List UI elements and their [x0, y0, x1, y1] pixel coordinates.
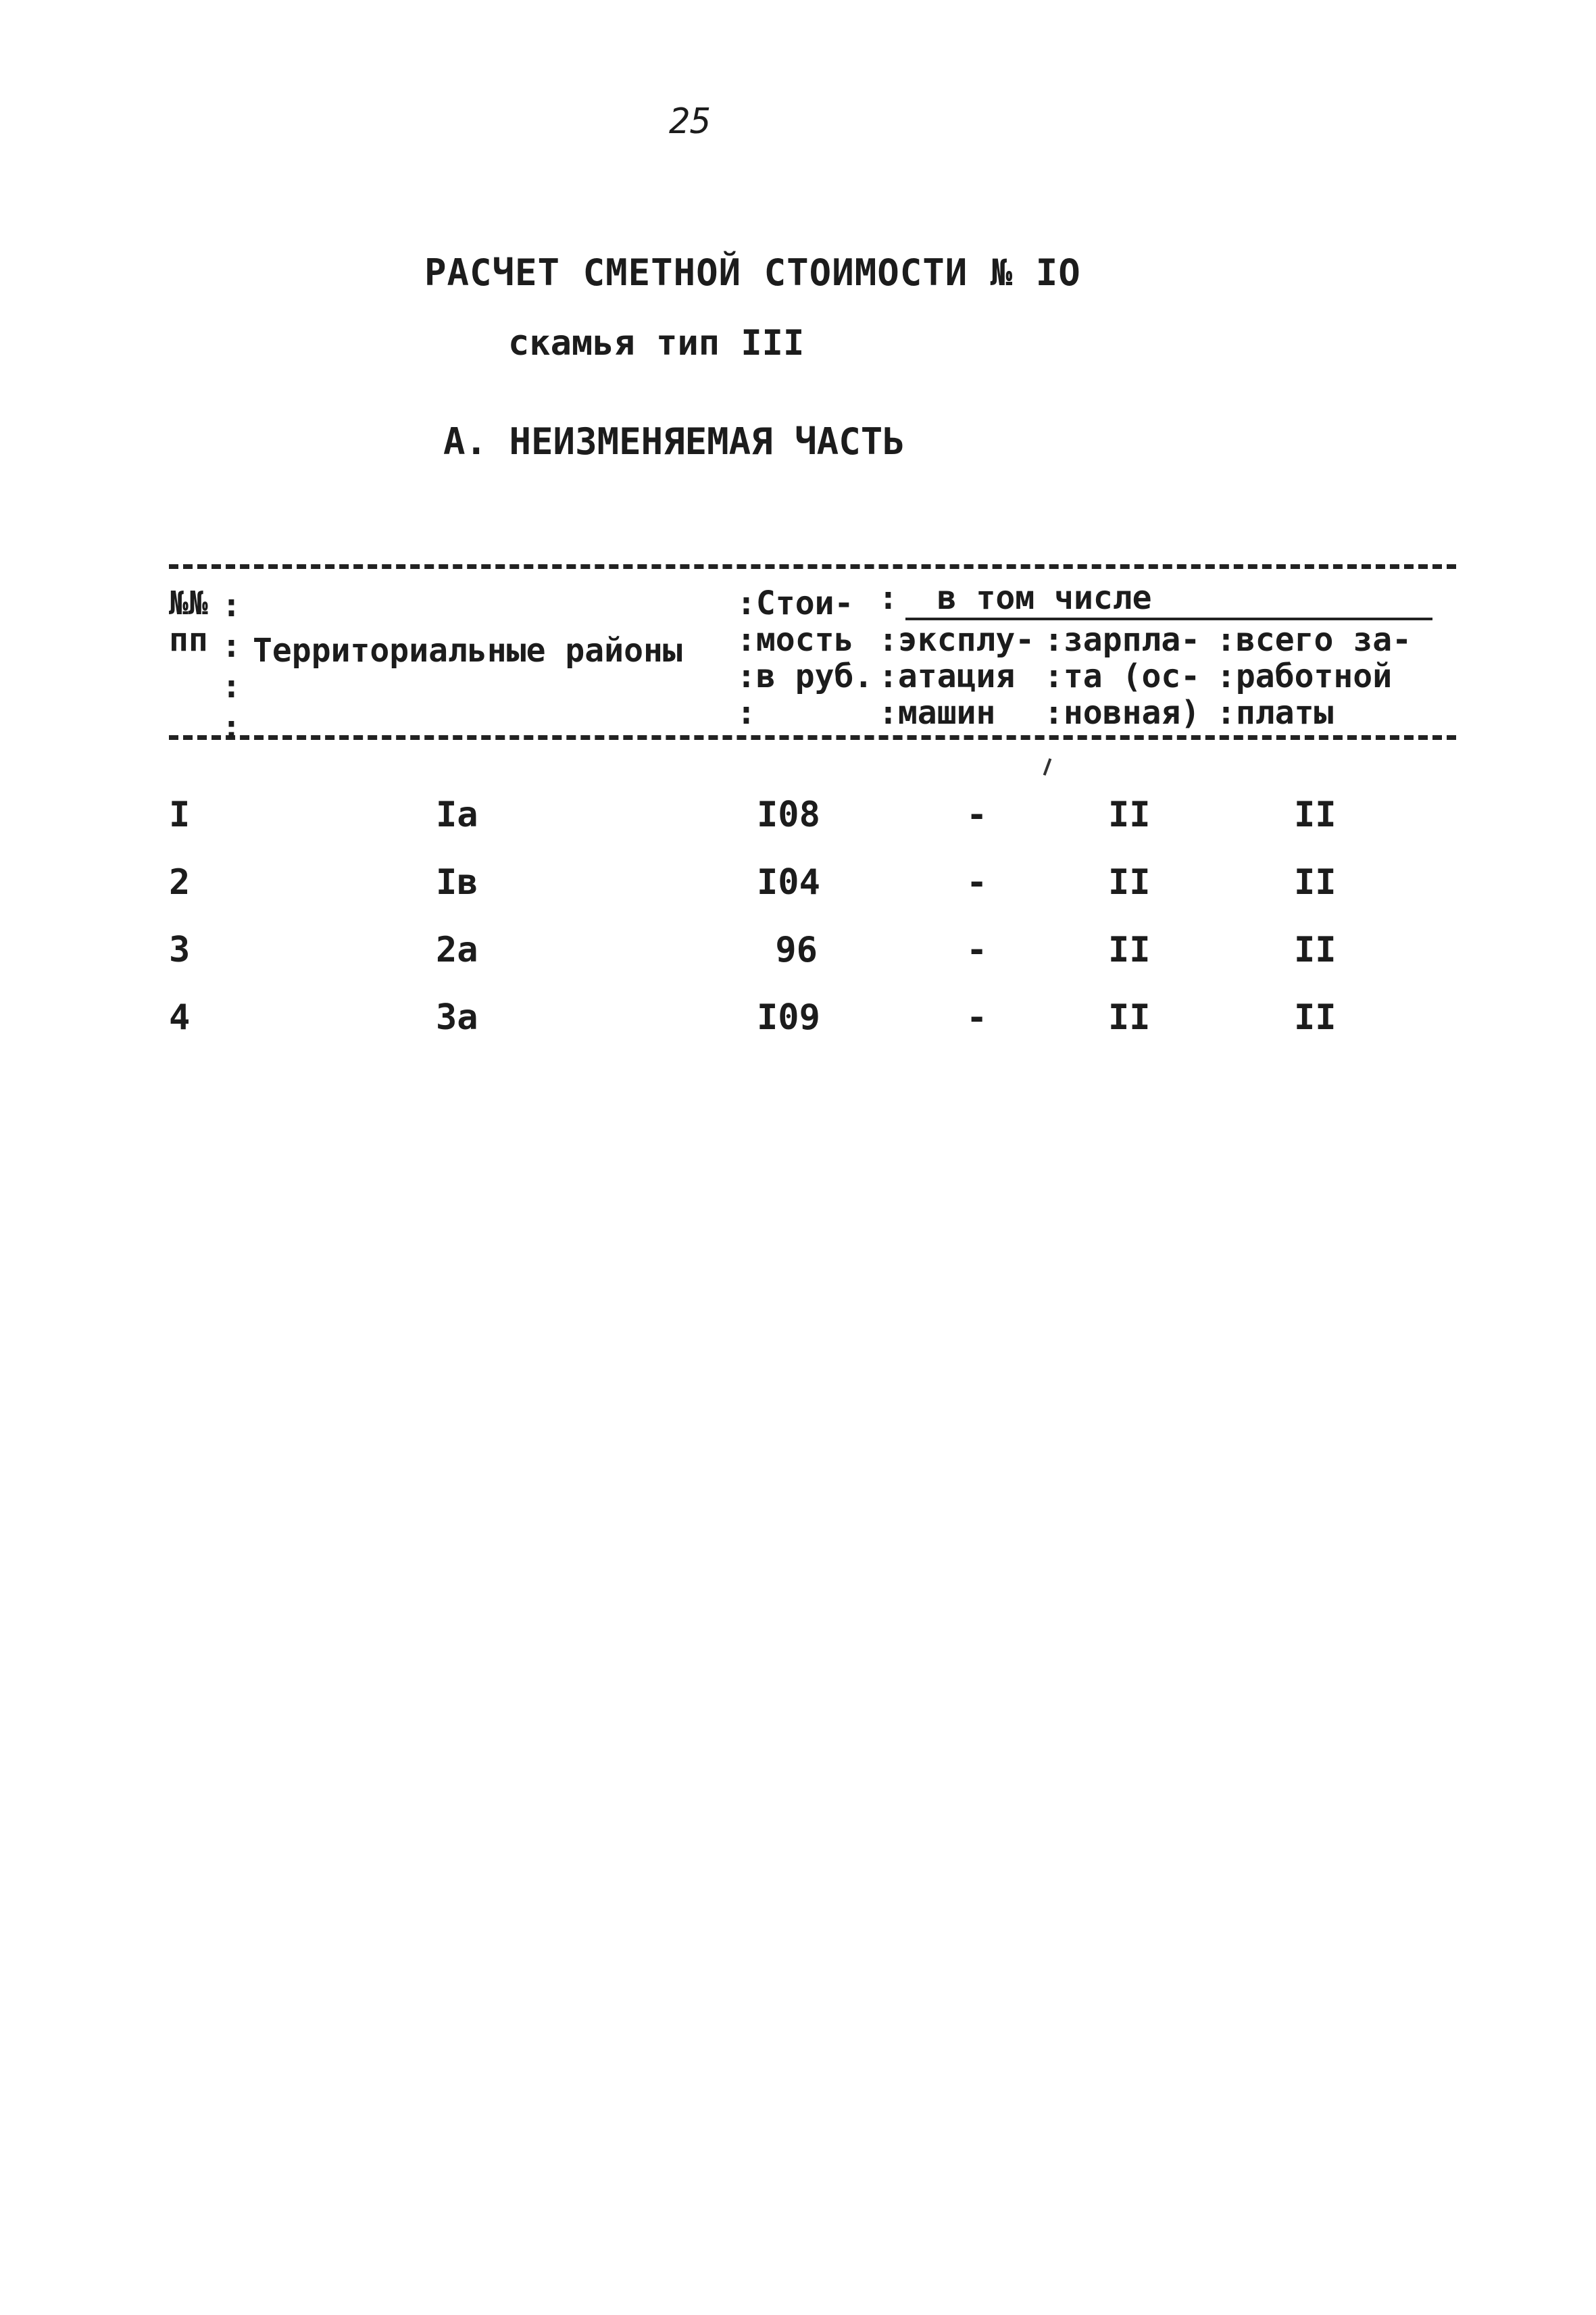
row-wages: II: [1108, 862, 1151, 903]
row-number: 3: [169, 930, 191, 970]
row-number: 4: [169, 997, 191, 1038]
header-wages-3: :новная): [1044, 694, 1201, 732]
header-separator: : : : :: [222, 587, 241, 746]
header-total-wages-3: :платы: [1216, 694, 1334, 732]
row-wages: II: [1108, 795, 1151, 835]
header-region: Территориальные районы: [253, 632, 682, 670]
document-subtitle: скамья тип III: [508, 323, 805, 364]
row-wages: II: [1108, 997, 1151, 1038]
row-machines: -: [966, 795, 988, 835]
header-total-wages-2: :работной: [1216, 657, 1393, 695]
header-cost-1: :Стои-: [737, 584, 854, 622]
row-cost: I09: [757, 997, 820, 1038]
row-region: Iв: [436, 862, 478, 903]
row-machines: -: [966, 930, 988, 970]
table-top-divider: [169, 564, 1456, 569]
section-heading: А. НЕИЗМЕНЯЕМАЯ ЧАСТЬ: [443, 420, 905, 463]
header-wages-2: :та (ос-: [1044, 657, 1201, 695]
row-region: 3а: [436, 997, 478, 1038]
header-wages-1: :зарпла-: [1044, 621, 1201, 659]
table-header-divider: [169, 735, 1456, 740]
row-total-wages: II: [1294, 997, 1337, 1038]
header-machines-1: :эксплу-: [878, 621, 1035, 659]
header-cost-3: :в руб.: [737, 657, 874, 695]
row-number: 2: [169, 862, 191, 903]
header-machines-2: :атация: [878, 657, 1016, 695]
row-machines: -: [966, 997, 988, 1038]
row-cost: I08: [757, 795, 820, 835]
header-cost-2: :мость: [737, 621, 854, 659]
row-region: Iа: [436, 795, 478, 835]
row-total-wages: II: [1294, 795, 1337, 835]
group-underline: [905, 618, 1432, 620]
row-number: I: [169, 795, 191, 835]
header-num-1: №№: [169, 584, 208, 622]
pen-mark: [1043, 758, 1052, 776]
row-cost: I04: [757, 862, 820, 903]
row-machines: -: [966, 862, 988, 903]
header-group: : в том числе: [878, 579, 1152, 617]
row-wages: II: [1108, 930, 1151, 970]
row-total-wages: II: [1294, 930, 1337, 970]
header-machines-3: :машин: [878, 694, 996, 732]
row-total-wages: II: [1294, 862, 1337, 903]
header-num-2: пп: [169, 621, 208, 659]
header-total-wages-1: :всего за-: [1216, 621, 1412, 659]
row-cost: 96: [775, 930, 818, 970]
header-cost-4: :: [737, 694, 756, 732]
row-region: 2а: [436, 930, 478, 970]
page-number: 25: [669, 101, 712, 142]
document-title: РАСЧЕТ СМЕТНОЙ СТОИМОСТИ № IO: [424, 251, 1081, 294]
